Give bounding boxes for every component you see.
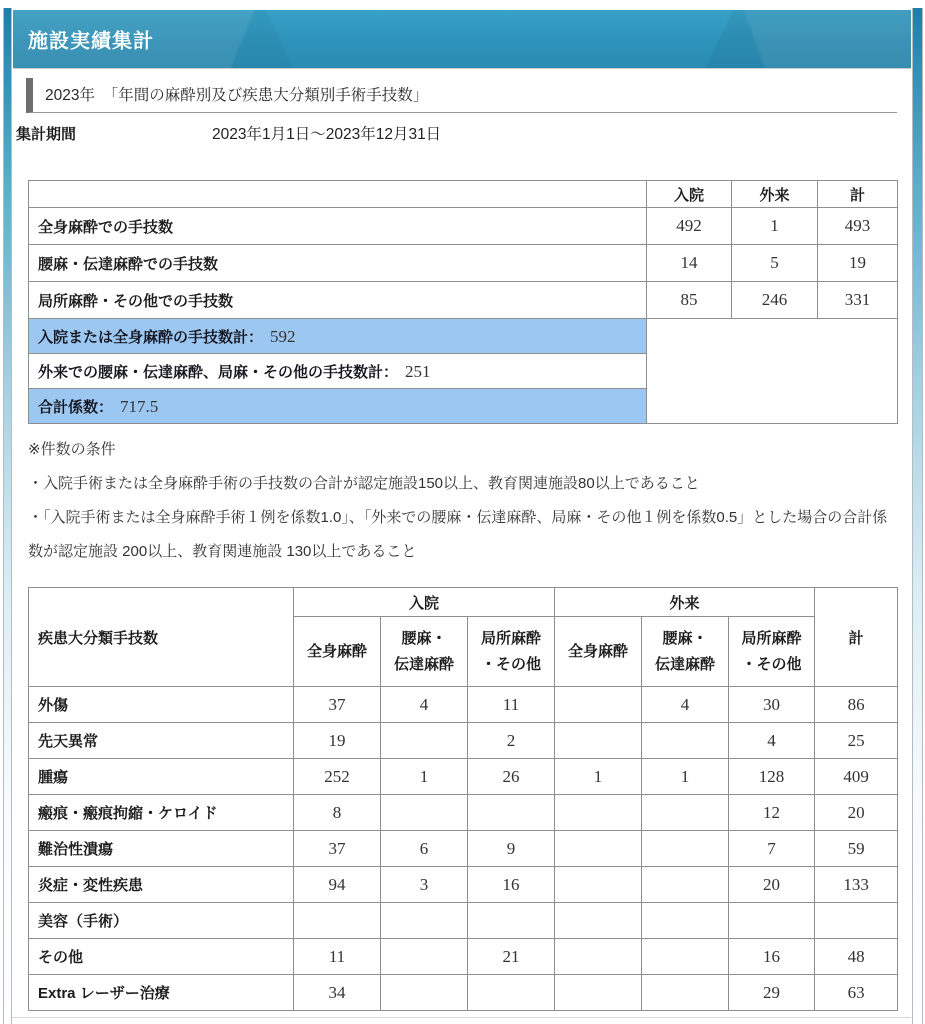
period-label: 集計期間 [16, 126, 77, 143]
subheader-local-other: 局所麻酔 ・その他 [729, 617, 815, 687]
value-cell [555, 903, 642, 939]
value-cell: 7 [729, 831, 815, 867]
table-row [29, 867, 898, 903]
summary-row [29, 319, 898, 354]
value-cell [555, 939, 642, 975]
value-cell: 37 [294, 831, 381, 867]
group-header-row [29, 588, 898, 617]
row-label: Extra レーザー治療 [29, 975, 294, 1011]
anesthesia-summary-table [28, 180, 898, 424]
value-cell [381, 723, 468, 759]
value-cell: 331 [818, 282, 898, 319]
value-cell [729, 903, 815, 939]
table-header-row [29, 181, 898, 208]
value-cell: 11 [468, 687, 555, 723]
row-label: 腫瘍 [29, 759, 294, 795]
value-cell [555, 687, 642, 723]
value-cell [381, 795, 468, 831]
value-cell [642, 831, 729, 867]
value-cell: 21 [468, 939, 555, 975]
summary-cell-total-coefficient [29, 389, 647, 424]
subheader-local-other: 局所麻酔 ・その他 [468, 617, 555, 687]
value-cell: 8 [294, 795, 381, 831]
value-cell: 252 [294, 759, 381, 795]
table-row [29, 245, 898, 282]
content-area [16, 78, 897, 1011]
table-row [29, 723, 898, 759]
table-row [29, 208, 898, 245]
period-value: 2023年1月1日～2023年12月31日 [212, 126, 442, 143]
row-label: 先天異常 [29, 723, 294, 759]
value-cell [555, 867, 642, 903]
value-cell [815, 903, 898, 939]
value-cell: 85 [647, 282, 732, 319]
summary-label: 合計係数： [38, 398, 114, 416]
value-cell: 37 [294, 687, 381, 723]
value-cell: 19 [294, 723, 381, 759]
row-label: 瘢痕・瘢痕拘縮・ケロイド [29, 795, 294, 831]
value-cell: 25 [815, 723, 898, 759]
value-cell [642, 939, 729, 975]
value-cell: 20 [729, 867, 815, 903]
value-cell: 16 [729, 939, 815, 975]
subheader-spinal-block: 腰麻・ 伝達麻酔 [642, 617, 729, 687]
value-cell [381, 975, 468, 1011]
subheader-general-anesthesia: 全身麻酔 [294, 617, 381, 687]
right-gradient-strip [912, 8, 923, 1024]
value-cell: 6 [381, 831, 468, 867]
value-cell [642, 903, 729, 939]
note-bullet: ・入院手術または全身麻酔手術の手技数の合計が認定施設150以上、教育関連施設80以上であること [28, 475, 700, 492]
value-cell [468, 903, 555, 939]
value-cell: 48 [815, 939, 898, 975]
section-title: 2023年 「年間の麻酔別及び疾患大分類別手術手技数」 [26, 78, 897, 113]
value-cell [294, 903, 381, 939]
value-cell [555, 723, 642, 759]
row-label: 全身麻酔での手技数 [29, 208, 647, 245]
value-cell [555, 831, 642, 867]
value-cell: 4 [729, 723, 815, 759]
page-banner [13, 10, 911, 68]
row-label: 美容（手術） [29, 903, 294, 939]
summary-value: 717.5 [120, 396, 159, 416]
col-header-inpatient: 入院 [647, 181, 732, 208]
value-cell: 1 [732, 208, 818, 245]
value-cell: 493 [818, 208, 898, 245]
table-row [29, 831, 898, 867]
value-cell: 20 [815, 795, 898, 831]
table-row [29, 795, 898, 831]
value-cell: 4 [381, 687, 468, 723]
value-cell: 9 [468, 831, 555, 867]
value-cell [468, 975, 555, 1011]
row-label: 難治性潰瘍 [29, 831, 294, 867]
value-cell [642, 723, 729, 759]
col-header-total: 計 [818, 181, 898, 208]
notes-heading: ※件数の条件 [28, 441, 116, 458]
row-label: 外傷 [29, 687, 294, 723]
disease-category-table [28, 587, 898, 1011]
value-cell [555, 795, 642, 831]
group-header-inpatient: 入院 [294, 588, 555, 617]
table-row [29, 282, 898, 319]
note-bullet: ・「入院手術または全身麻酔手術１例を係数1.0」、「外来での腰麻・伝達麻酔、局麻・その他１例を係数0.5」とした場合の合計係数が認定施設 200以上、教育関連施設 130以上であること [28, 509, 888, 560]
summary-value: 592 [270, 326, 296, 346]
value-cell: 4 [642, 687, 729, 723]
value-cell: 246 [732, 282, 818, 319]
value-cell: 26 [468, 759, 555, 795]
value-cell [468, 795, 555, 831]
summary-label: 外来での腰麻・伝達麻酔、局麻・その他の手技数計： [38, 363, 399, 381]
value-cell [642, 795, 729, 831]
empty-spanning-cell [647, 319, 898, 424]
summary-cell-inpatient-ga-total [29, 319, 647, 354]
value-cell: 29 [729, 975, 815, 1011]
value-cell: 86 [815, 687, 898, 723]
table-row [29, 759, 898, 795]
value-cell: 59 [815, 831, 898, 867]
value-cell: 1 [642, 759, 729, 795]
group-header-outpatient: 外来 [555, 588, 815, 617]
value-cell [642, 867, 729, 903]
value-cell: 492 [647, 208, 732, 245]
value-cell [381, 939, 468, 975]
value-cell [642, 975, 729, 1011]
row-label: 腰麻・伝達麻酔での手技数 [29, 245, 647, 282]
value-cell: 30 [729, 687, 815, 723]
value-cell: 11 [294, 939, 381, 975]
value-cell: 409 [815, 759, 898, 795]
table-row [29, 903, 898, 939]
value-cell: 63 [815, 975, 898, 1011]
table-row [29, 939, 898, 975]
value-cell: 34 [294, 975, 381, 1011]
value-cell: 128 [729, 759, 815, 795]
value-cell: 1 [555, 759, 642, 795]
notes-block [28, 433, 897, 569]
value-cell: 5 [732, 245, 818, 282]
row-label: その他 [29, 939, 294, 975]
value-cell: 94 [294, 867, 381, 903]
corner-header: 疾患大分類手技数 [29, 588, 294, 687]
summary-cell-outpatient-total [29, 354, 647, 389]
summary-value: 251 [405, 361, 431, 381]
col-header-outpatient: 外来 [732, 181, 818, 208]
value-cell: 133 [815, 867, 898, 903]
left-gradient-strip [3, 8, 12, 1024]
subheader-general-anesthesia: 全身麻酔 [555, 617, 642, 687]
summary-label: 入院または全身麻酔の手技数計： [38, 328, 264, 346]
table-row [29, 975, 898, 1011]
value-cell: 1 [381, 759, 468, 795]
period-row [16, 121, 897, 149]
value-cell [555, 975, 642, 1011]
value-cell: 19 [818, 245, 898, 282]
empty-corner-cell [29, 181, 647, 208]
value-cell [381, 903, 468, 939]
value-cell: 3 [381, 867, 468, 903]
row-label: 炎症・変性疾患 [29, 867, 294, 903]
value-cell: 2 [468, 723, 555, 759]
total-column-header: 計 [815, 588, 898, 687]
table-row [29, 687, 898, 723]
value-cell: 12 [729, 795, 815, 831]
bottom-divider [10, 1017, 911, 1018]
value-cell: 16 [468, 867, 555, 903]
row-label: 局所麻酔・その他での手技数 [29, 282, 647, 319]
page-title: 施設実績集計 [28, 30, 154, 53]
value-cell: 14 [647, 245, 732, 282]
subheader-spinal-block: 腰麻・ 伝達麻酔 [381, 617, 468, 687]
